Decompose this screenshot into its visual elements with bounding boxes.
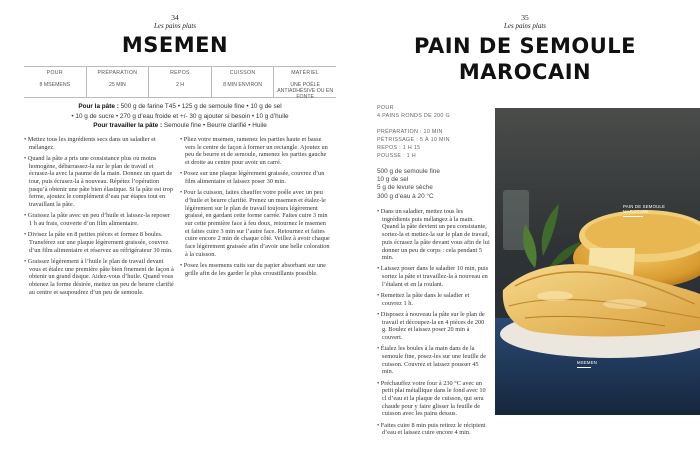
rest-time: REPOS : 1 H 15 (377, 145, 421, 151)
step-paragraph: • Préchauffez votre four à 230 °C avec un petit plat métallique dans le fond avec 10 cl d’eau et la plaque de cuisson, qui sera chaude pour y faire glisser la feuille de cuisson avec les pains dessus. (377, 379, 486, 418)
step-paragraph: • Disposez à nouveau la pâte sur le plan de travail et découpez-la en 4 pièces de 200 g. Boulez et laissez poser 20 min à couvert. (377, 310, 485, 342)
step-paragraph: • Divisez la pâte en 8 petites pièces et formez 8 boules. Transférez sur une plaque légèrement graissée, couvrez d’un film alimentaire et réservez au réfrigérateur 30 min. (24, 231, 173, 254)
steps-column-2 (180, 136, 330, 281)
label-leader-line (577, 367, 591, 368)
info-value: 25 MIN (109, 82, 126, 88)
recipe-title-line-1: PAIN DE SEMOULE (413, 34, 636, 58)
step-paragraph: • Posez sur une plaque légèrement graissée, couvrez d’un film alimentaire et laissez poser 30 min. (180, 170, 325, 186)
proof-time: POUSSE : 1 H (377, 153, 416, 159)
ingredient-item: 5 g de levure sèche (377, 184, 433, 192)
step-paragraph: • Étalez les boules à la main dans de la semoule fine, posez-les sur une feuille de cuisson. Couvrez et laissez pousser 45 min. (377, 345, 487, 376)
recipe-title: MSEMEN (121, 33, 229, 57)
step-paragraph: • Mettez tous les ingrédients secs dans un saladier et mélangez. (24, 136, 156, 151)
right-folio (350, 13, 700, 31)
steps-column-1 (24, 136, 174, 300)
preparation-time: PRÉPARATION : 10 MIN (377, 129, 443, 135)
ingredients-list (377, 168, 487, 201)
step-paragraph: • Pour la cuisson, faites chauffer votre poêle avec un peu d’huile et beurre clarifié. Prenez un msemen et étalez-le légèrement sur le plan de travail toujours légèrement graissé, en gardant cette forme carrée. Faites cuire 3 min sur cette première face à feu doux, retournez le msemen et faites cuire 3 min sur l’autre face. Retournez et faites cuire encore 2 min de chaque côté. Veillez à avoir chaque face légèrement graissée afin d’avoir une belle coloration à la cuisson. (180, 189, 330, 258)
ingredients-block (24, 102, 336, 131)
ingredient-item: 300 g d’eau à 20 °C (377, 192, 434, 200)
info-value: 8 MSEMENS (39, 82, 71, 88)
photo-label-line: MAROCAIN (623, 209, 648, 214)
recipe-title-line-2: MAROCAIN (458, 60, 592, 84)
recipe-meta (377, 104, 487, 160)
kneading-time: PÉTRISSAGE : 5 À 10 MIN (377, 137, 450, 143)
section-name: Les pains plats (503, 22, 546, 30)
info-label: PRÉPARATION (97, 70, 138, 76)
working-ingredients-line (24, 121, 336, 131)
servings-value: 4 PAINS RONDS DE 200 G (377, 113, 451, 119)
food-photo-illustration (495, 108, 700, 415)
photo-label-msemen: MSEMEN (577, 360, 598, 365)
dough-ingredients-line-2: • 10 g de sucre • 270 g d’eau froide et +/- 30 g ajouter si besoin • 10 g d’huile (71, 112, 289, 120)
left-folio (0, 13, 350, 31)
step-paragraph: • Dans un saladier, mettez tous les ingrédients puis mélangez à la main. Quand la pâte devient un peu consistante, sortez-la et mettez-la sur le plan de travail, puis écrasez la pâte devant vous afin de lui donner un peu de corps : cela pendant 5 min. (377, 208, 490, 262)
info-preparation (87, 67, 150, 97)
info-value: 8 MIN ENVIRON (223, 82, 263, 88)
working-label: Pour travailler la pâte : (93, 122, 163, 129)
info-equipment (274, 67, 336, 100)
working-ingredients: Semoule fine • Beurre clarifié • Huile (163, 122, 267, 129)
step-paragraph: • Laissez poser dans le saladier 10 min, puis sortez la pâte et travaillez-la à nouveau en l’étalant et en la roulant. (377, 265, 489, 288)
info-value: UNE POÊLE ANTIADHÉSIVE OU EN FONTE (277, 82, 334, 100)
info-label: POUR (46, 70, 63, 76)
dough-ingredients: 500 g de farine T45 • 125 g de semoule fine • 10 g de sel (120, 103, 282, 110)
step-paragraph: • Posez les msemens cuits sur du papier absorbant sur une grille afin de les garder le plus croustillants possible. (180, 262, 326, 277)
step-paragraph: • Graissez légèrement à l’huile le plan de travail devant vous et étalez une première pâte bien finement de façon à obtenir un grand disque. Aidez-vous d’huile. Quand vous obtenez la forme désirée, mettez un peu de beurre clarifié au centre et saupoudrez d’un peu de semoule. (24, 257, 174, 296)
info-cooking (212, 67, 275, 97)
label-leader-line (623, 216, 643, 217)
step-paragraph: • Quand la pâte a pris une consistance plus ou moins homogène, débarrassez-la sur le plan de travail et écrasez-la avec la paume de la main. Donnez un quart de tour, puis écrasez-la à nouveau. Répétez l’opération jusqu’à obtenir une pâte bien élastique. Si la pâte est trop ferme, ajoutez le complément d’eau par étapes tout en travaillant la pâte. (24, 154, 173, 209)
servings-label: POUR (377, 105, 394, 111)
info-rest (149, 67, 212, 97)
dough-ingredients-line (24, 102, 336, 112)
info-label: CUISSON (229, 70, 256, 76)
steps-column (377, 208, 490, 440)
photo-label-line: PAIN DE SEMOULE (623, 204, 666, 209)
step-paragraph: • Remettez la pâte dans le saladier et couvrez 1 h. (377, 292, 470, 307)
info-servings (24, 67, 87, 97)
dough-label: Pour la pâte : (78, 103, 119, 110)
ingredient-item: 10 g de sel (377, 176, 409, 184)
step-paragraph: • Graissez la pâte avec un peu d’huile et laissez-la reposer 1 h au frais, couverte d’un film alimentaire. (24, 212, 170, 228)
section-name: Les pains plats (153, 22, 196, 30)
ingredient-item: 500 g de semoule fine (377, 168, 440, 175)
info-label: REPOS (170, 70, 190, 76)
page-number: 34 (171, 13, 179, 22)
step-paragraph: • Pliez votre msemen, ramenez les parties haute et basse vers le centre de façon à former un rectangle. Ajoutez un peu de beurre et de semoule, ramenez les parties gauche et droite au centre pour avoir un carré. (180, 136, 328, 167)
food-photo (495, 108, 700, 415)
step-paragraph: • Faites cuire 8 min puis retirez le récipient d’eau et laissez cuire encore 4 min. (377, 421, 486, 437)
recipe-info-table (24, 66, 336, 98)
recipe-title (350, 33, 700, 85)
right-page (350, 0, 700, 449)
info-value: 2 H (175, 82, 185, 88)
page-number: 35 (521, 13, 529, 22)
photo-label-semolina-bread (623, 204, 665, 214)
info-label: MATÉRIEL (291, 70, 320, 76)
